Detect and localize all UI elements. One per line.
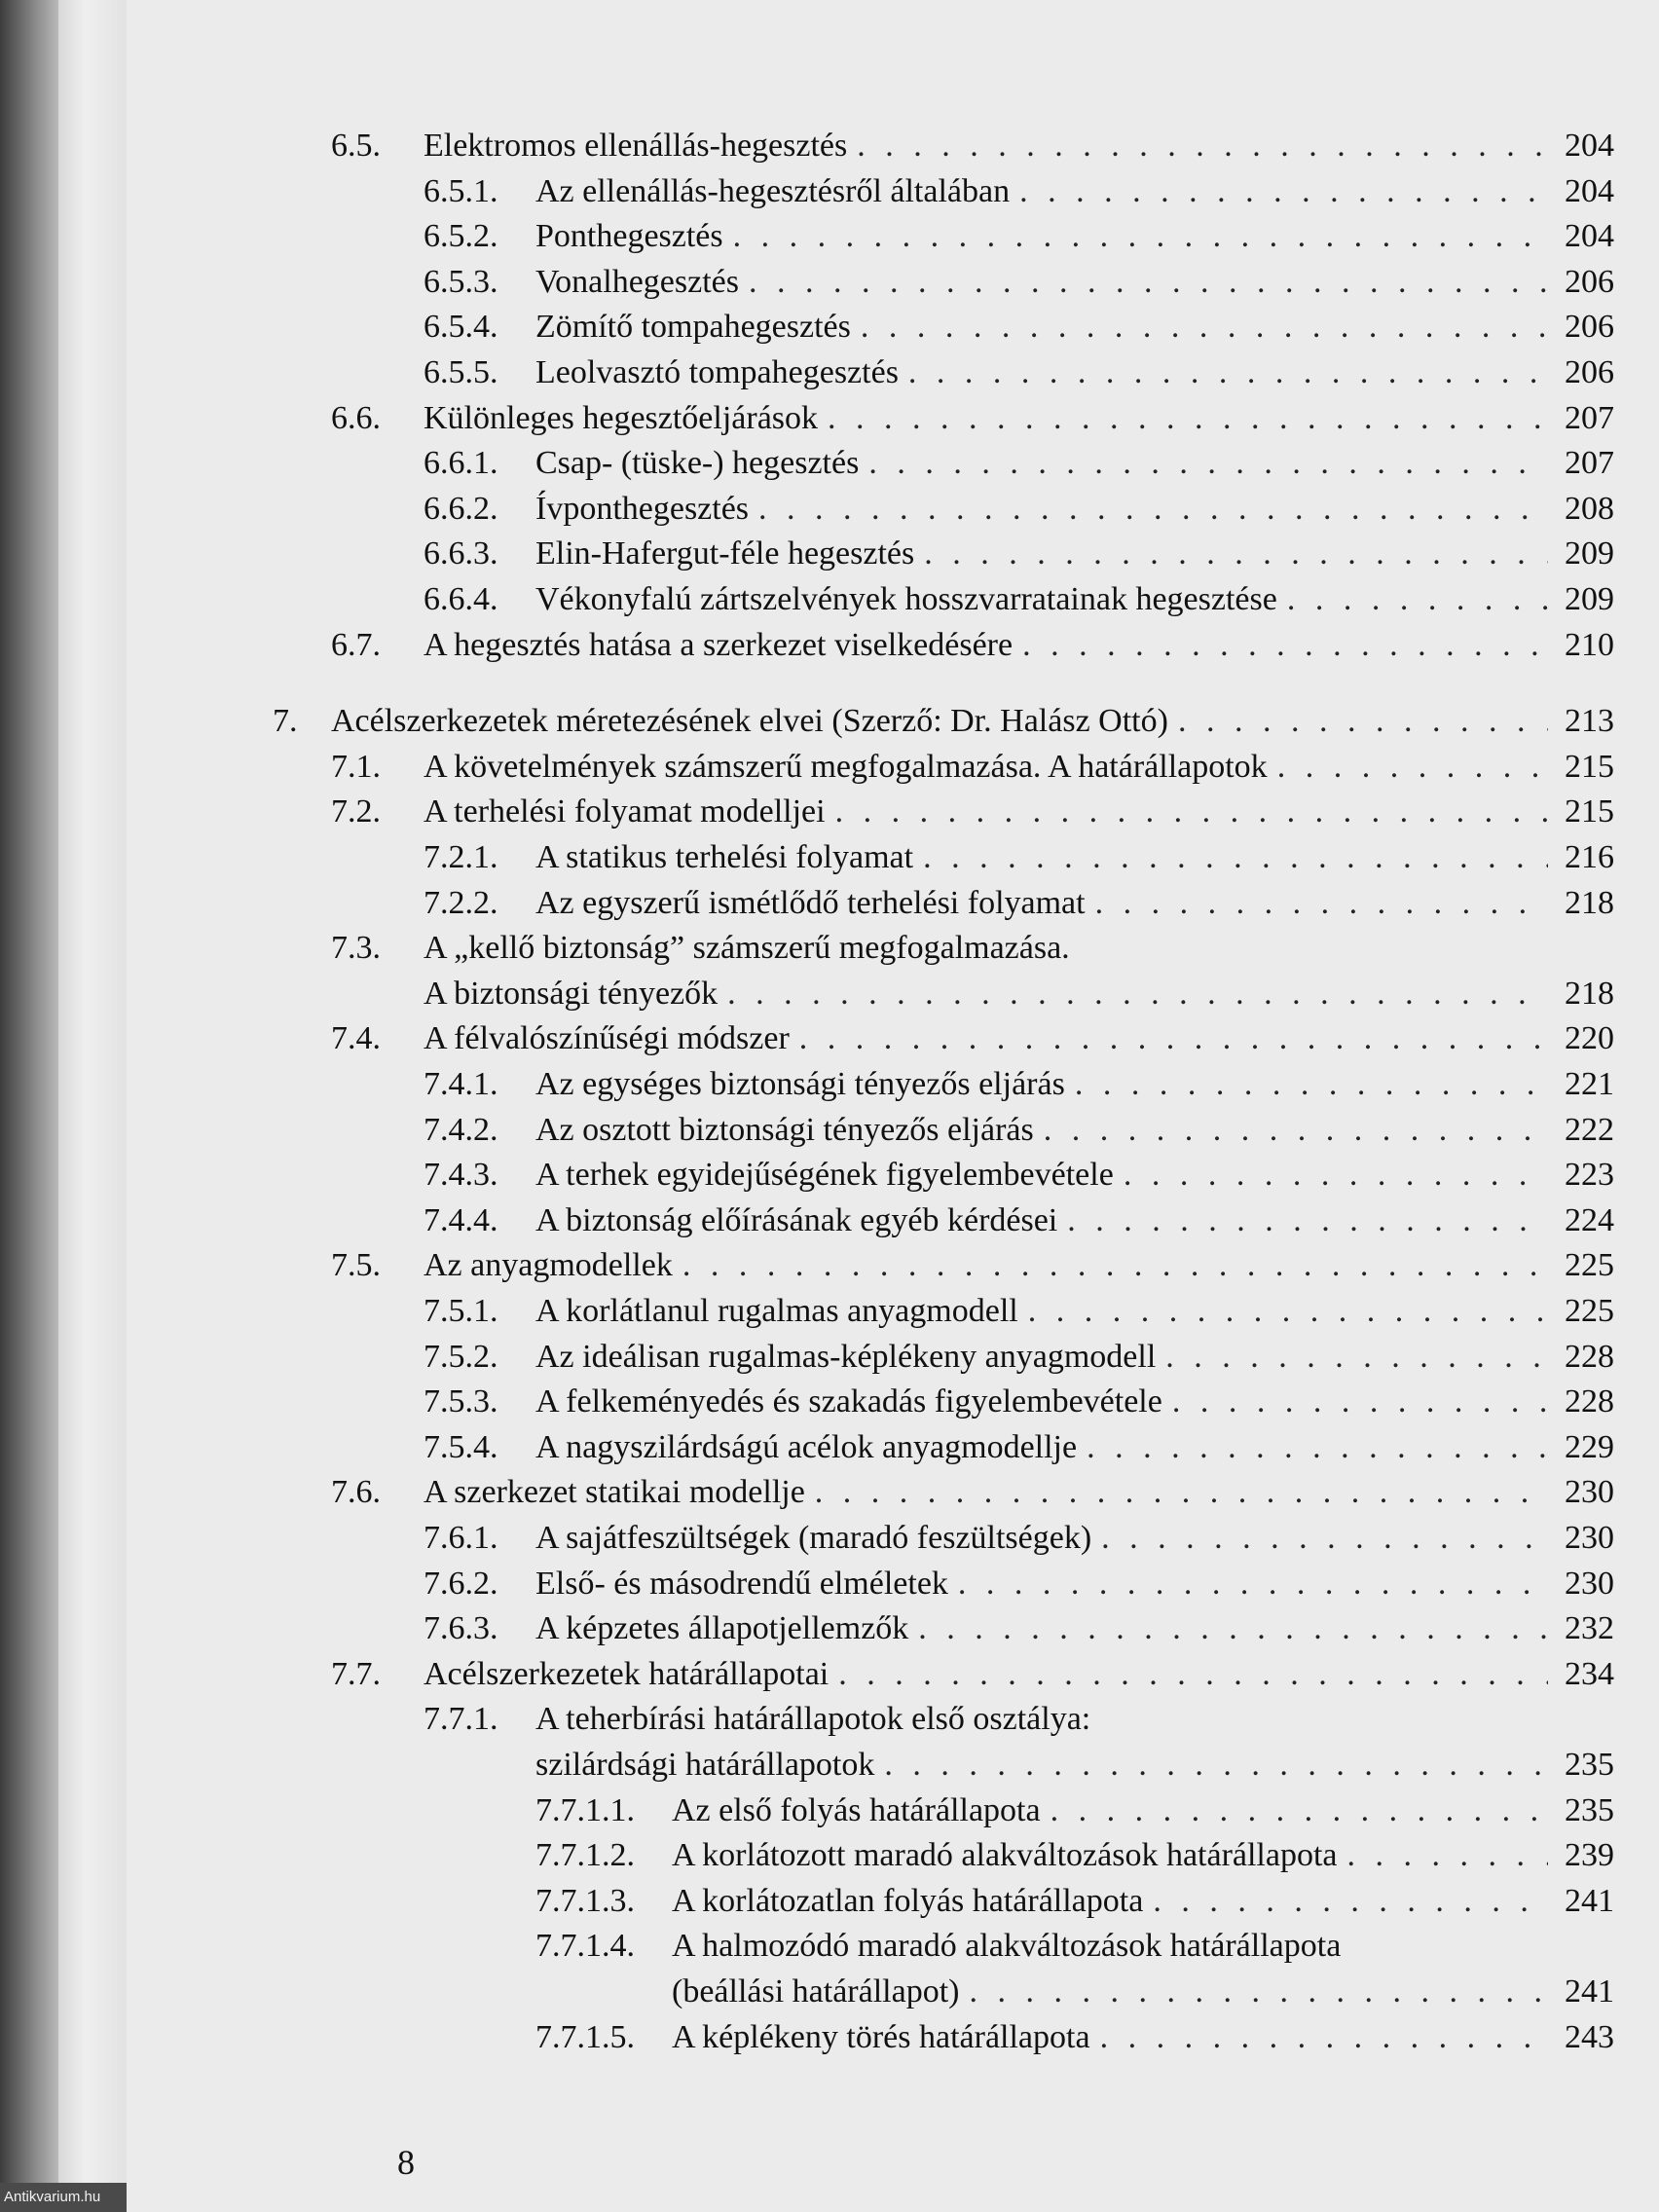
toc-entry-title: Acélszerkezetek méretezésének elvei (Szerző: Dr. Halász Ottó) [331,703,1168,739]
toc-dot-leader [868,442,1548,485]
toc-entry [424,261,1614,304]
toc-entry [535,1971,1614,2013]
toc-entry-page: 243 [1565,2019,1614,2055]
toc-dot-leader [733,215,1548,258]
toc-entry-page: 239 [1565,1837,1614,1873]
toc-entry-number: 6.5.3. [424,264,498,300]
toc-entry [424,578,1614,621]
toc-dot-leader [1075,1063,1548,1106]
toc-entry-page: 241 [1565,1973,1614,2009]
toc-dot-leader [828,397,1548,440]
toc-entry-page: 218 [1565,885,1614,921]
toc-entry-page: 224 [1565,1202,1614,1238]
toc-entry-title: Vékonyfalú zártszelvények hosszvarratainak hegesztése [535,581,1277,617]
toc-entry-page: 207 [1565,400,1614,436]
toc-entry-title: A felkeményedés és szakadás figyelembevétele [535,1383,1162,1419]
toc-entry-number: 6.5.5. [424,354,498,390]
toc-dot-leader [799,1017,1548,1060]
toc-entry [331,746,1614,789]
toc-entry-page: 222 [1565,1112,1614,1148]
toc-entry-number: 7.7.1.3. [535,1883,635,1919]
toc-entry-title: A biztonsági tényezők [424,976,719,1012]
toc-entry-page: 215 [1565,793,1614,830]
toc-entry [331,624,1614,667]
toc-entry-page: 230 [1565,1474,1614,1510]
toc-entry-number: 6.6.2. [424,491,498,527]
toc-dot-leader [1051,1789,1548,1832]
toc-entry-title: A terhek egyidejűségének figyelembevétele [535,1157,1114,1193]
toc-entry [331,397,1614,440]
toc-entry-title: A korlátlanul rugalmas anyagmodell [535,1293,1018,1329]
toc-entry-page: 204 [1565,128,1614,164]
toc-entry-title: Elektromos ellenállás-hegesztés [424,128,848,164]
toc-entry-title: Leolvasztó tompahegesztés [535,354,899,390]
toc-entry-page: 209 [1565,581,1614,617]
toc-entry-page: 204 [1565,173,1614,209]
toc-entry-title: A követelmények számszerű megfogalmazása. A határállapotok [424,749,1268,785]
toc-dot-leader [1022,624,1548,667]
toc-entry-title: A képzetes állapotjellemzők [535,1610,909,1646]
toc-dot-leader [835,791,1548,833]
toc-entry-title: A halmozódó maradó alakváltozások határállapota [672,1928,1342,1964]
toc-entry-number: 7.7.1.5. [535,2019,635,2055]
toc-dot-leader [1178,700,1548,743]
toc-entry-number: 7.7.1.4. [535,1928,635,1964]
toc-entry-title: Az ideálisan rugalmas-képlékeny anyagmodell [535,1339,1157,1375]
toc-entry [424,1698,1614,1741]
toc-entry-title: A nagyszilárdságú acélok anyagmodellje [535,1429,1078,1465]
toc-entry-page: 230 [1565,1566,1614,1602]
toc-dot-leader [1019,170,1548,213]
toc-entry-title: A korlátozott maradó alakváltozások határállapota [672,1837,1338,1873]
toc-entry [424,215,1614,258]
toc-entry [424,1607,1614,1650]
toc-entry-page: 228 [1565,1383,1614,1419]
toc-entry-page: 241 [1565,1883,1614,1919]
toc-entry [535,1880,1614,1923]
toc-entry [424,488,1614,531]
toc-entry-number: 7.2.1. [424,839,498,875]
watermark: Antikvarium.hu [0,2183,127,2212]
toc-entry-title: A hegesztés hatása a szerkezet viselkedésére [424,627,1014,663]
toc-dot-leader [1101,1517,1548,1560]
toc-entry-page: 213 [1565,703,1614,739]
toc-entry [424,1290,1614,1333]
toc-entry-number: 7.2.2. [424,885,498,921]
toc-entry [424,1336,1614,1379]
toc-dot-leader [682,1244,1548,1287]
toc-entry [331,1244,1614,1287]
toc-entry-page: 208 [1565,491,1614,527]
toc-entry-number: 7.4.4. [424,1202,498,1238]
toc-entry-number: 7.6. [331,1474,381,1510]
toc-entry [424,1199,1614,1242]
toc-dot-leader [1153,1880,1548,1923]
toc-dot-leader [857,125,1548,167]
toc-entry [424,306,1614,349]
toc-entry-page: 206 [1565,264,1614,300]
toc-entry [331,927,1614,970]
toc-entry-title: A „kellő biztonság” számszerű megfogalmazása. [424,930,1070,966]
toc-entry [424,170,1614,213]
toc-entry-title: A teherbírási határállapotok első osztálya: [535,1701,1091,1737]
toc-entry-title: (beállási határállapot) [672,1973,960,2009]
toc-entry-title: Az osztott biztonsági tényezős eljárás [535,1112,1034,1148]
toc-entry-title: A statikus terhelési folyamat [535,839,914,875]
toc-entry [424,351,1614,394]
toc-dot-leader [958,1563,1548,1605]
toc-entry-number: 7.4.1. [424,1066,498,1102]
toc-entry-number: 7.6.1. [424,1520,498,1556]
toc-entry [424,1063,1614,1106]
toc-entry-number: 7.2. [331,793,381,830]
toc-entry [331,791,1614,833]
toc-entry-number: 7.3. [331,930,381,966]
toc-entry [331,1017,1614,1060]
toc-entry-number: 7.1. [331,749,381,785]
page-number: 8 [397,2143,415,2182]
toc-entry-page: 207 [1565,445,1614,481]
toc-dot-leader [1095,882,1548,925]
toc-entry [331,973,1614,1015]
toc-entry-title: Az ellenállás-hegesztésről általában [535,173,1011,209]
toc-entry-page: 210 [1565,627,1614,663]
toc-entry-number: 6.7. [331,627,381,663]
toc-entry-page: 225 [1565,1247,1614,1283]
toc-entry-title: Az első folyás határállapota [672,1792,1041,1828]
toc-entry-page: 204 [1565,218,1614,254]
toc-entry-page: 209 [1565,535,1614,571]
toc-dot-leader [1172,1381,1548,1423]
toc-entry-title: Vonalhegesztés [535,264,739,300]
toc-entry-title: Első- és másodrendű elméletek [535,1566,948,1602]
toc-entry-number: 6.5.4. [424,309,498,345]
toc-entry [424,882,1614,925]
toc-entry [331,1471,1614,1514]
toc-dot-leader [838,1653,1548,1696]
toc-entry-title: Az anyagmodellek [424,1247,673,1283]
toc-dot-leader [861,306,1548,349]
toc-entry-title: Az egyszerű ismétlődő terhelési folyamat [535,885,1086,921]
book-page-edge [58,0,129,2212]
toc-entry-page: 230 [1565,1520,1614,1556]
toc-entry [424,1381,1614,1423]
toc-entry-number: 7.6.3. [424,1610,498,1646]
toc-dot-leader [1277,746,1548,789]
toc-dot-leader [1100,2016,1548,2059]
toc-dot-leader [1347,1834,1548,1877]
toc-dot-leader [1165,1336,1548,1379]
toc-entry [424,1517,1614,1560]
toc-entry [424,533,1614,575]
toc-entry [535,1834,1614,1877]
toc-entry-number: 7.6.2. [424,1566,498,1602]
toc-dot-leader [908,351,1548,394]
toc-entry-title: Acélszerkezetek határállapotai [424,1656,830,1692]
toc-entry-number: 7.4.2. [424,1112,498,1148]
toc-dot-leader [1124,1154,1548,1197]
toc-entry [535,2016,1614,2059]
toc-entry-title: Ponthegesztés [535,218,723,254]
toc-entry-title: Elin-Hafergut-féle hegesztés [535,535,915,571]
toc-entry-page: 232 [1565,1610,1614,1646]
toc-entry-page: 225 [1565,1293,1614,1329]
toc-dot-leader [1287,578,1548,621]
toc-entry-number: 7.4. [331,1020,381,1056]
toc-dot-leader [815,1471,1548,1514]
toc-entry-number: 6.6. [331,400,381,436]
toc-entry-page: 206 [1565,309,1614,345]
toc-entry-title: Az egységes biztonsági tényezős eljárás [535,1066,1065,1102]
book-page [127,0,1659,2212]
toc-dot-leader [727,973,1548,1015]
toc-entry [424,1109,1614,1152]
toc-dot-leader [924,533,1548,575]
toc-entry-number: 6.6.3. [424,535,498,571]
toc-entry-title: A biztonság előírásának egyéb kérdései [535,1202,1058,1238]
toc-entry-number: 7.7.1. [424,1701,498,1737]
toc-entry [331,1653,1614,1696]
toc-entry-title: Csap- (tüske-) hegesztés [535,445,860,481]
toc-entry-page: 218 [1565,976,1614,1012]
toc-entry-page: 216 [1565,839,1614,875]
toc-entry-page: 229 [1565,1429,1614,1465]
toc-entry [424,1154,1614,1197]
toc-dot-leader [1028,1290,1548,1333]
toc-dot-leader [918,1607,1548,1650]
toc-entry-title: A képlékeny törés határállapota [672,2019,1090,2055]
toc-entry-page: 235 [1565,1792,1614,1828]
toc-entry-page: 234 [1565,1656,1614,1692]
toc-entry-title: A korlátozatlan folyás határállapota [672,1883,1144,1919]
toc-entry-number: 6.6.1. [424,445,498,481]
toc-entry-title: szilárdsági határállapotok [535,1747,875,1783]
toc-entry-number: 7.5.2. [424,1339,498,1375]
toc-entry-number: 7.5.3. [424,1383,498,1419]
toc-entry-page: 223 [1565,1157,1614,1193]
toc-entry [424,1563,1614,1605]
toc-entry-page: 206 [1565,354,1614,390]
toc-entry-number: 7.7. [331,1656,381,1692]
toc-dot-leader [969,1971,1548,2013]
toc-entry-page: 228 [1565,1339,1614,1375]
toc-entry-number: 7.7.1.1. [535,1792,635,1828]
toc-entry-number: 7.5.4. [424,1429,498,1465]
toc-entry [424,836,1614,879]
toc-entry [424,1744,1614,1787]
toc-entry-number: 6.5.1. [424,173,498,209]
toc-entry-title: A szerkezet statikai modellje [424,1474,805,1510]
toc-dot-leader [923,836,1548,879]
toc-entry [424,1426,1614,1469]
toc-entry-number: 6.6.4. [424,581,498,617]
toc-entry-title: Ívponthegesztés [535,491,750,527]
toc-entry-title: Különleges hegesztőeljárások [424,400,819,436]
toc-entry [535,1789,1614,1832]
toc-dot-leader [884,1744,1548,1787]
toc-entry-number: 7.5. [331,1247,381,1283]
toc-entry [273,700,1614,743]
book-spine-shadow [0,0,58,2212]
toc-entry-number: 7.4.3. [424,1157,498,1193]
toc-entry [331,125,1614,167]
toc-dot-leader [1067,1199,1548,1242]
toc-entry-page: 220 [1565,1020,1614,1056]
toc-entry-number: 7.7.1.2. [535,1837,635,1873]
toc-dot-leader [749,261,1548,304]
toc-entry-page: 215 [1565,749,1614,785]
toc-entry-number: 6.5. [331,128,381,164]
toc-dot-leader [758,488,1548,531]
toc-dot-leader [1044,1109,1548,1152]
toc-dot-leader [1087,1426,1548,1469]
toc-entry-page: 235 [1565,1747,1614,1783]
toc-entry [535,1925,1614,1968]
toc-entry-number: 6.5.2. [424,218,498,254]
toc-entry-title: A terhelési folyamat modelljei [424,793,826,830]
toc-entry-title: A sajátfeszültségek (maradó feszültségek) [535,1520,1092,1556]
toc-entry-number: 7.5.1. [424,1293,498,1329]
toc-entry-page: 221 [1565,1066,1614,1102]
toc-entry-title: Zömítő tompahegesztés [535,309,851,345]
toc-entry [424,442,1614,485]
toc-entry-title: A félvalószínűségi módszer [424,1020,790,1056]
toc-entry-number: 7. [273,703,298,739]
